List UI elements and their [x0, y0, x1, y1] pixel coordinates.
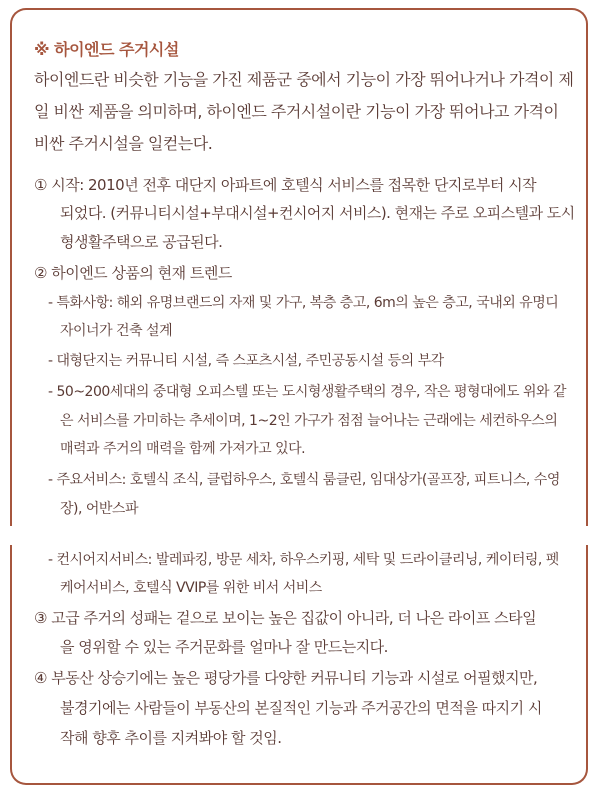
item-3-line: 을 영위할 수 있는 주거문화를 얼마나 잘 만드는지다.	[60, 638, 388, 656]
item-2-heading: ② 하이엔드 상품의 현재 트렌드	[34, 264, 232, 282]
trend-line: 자이너가 건축 설계	[60, 323, 173, 339]
trend-line: 매력과 주거의 매력을 함께 가져가고 있다.	[60, 441, 306, 457]
trend-line: - 특화사항: 해외 유명브랜드의 자재 및 가구, 복층 층고, 6m의 높은 층고, 국내외 유명디	[48, 295, 559, 311]
intro-line: 비싼 주거시설을 일컫는다.	[34, 134, 213, 153]
trend-line: 은 서비스를 가미하는 추세이며, 1~2인 가구가 점점 늘어나는 근래에는 세컨하우스의	[60, 413, 558, 429]
trend-line: 케어서비스, 호텔식 VVIP를 위한 비서 서비스	[60, 580, 322, 596]
trend-line: - 컨시어지서비스: 발레파킹, 방문 세차, 하우스키핑, 세탁 및 드라이클리닝, 케이터링, 펫	[48, 552, 559, 568]
trend-line: 장), 어반스파	[60, 501, 138, 517]
trend-line: - 50~200세대의 중대형 오피스텔 또는 도시형생활주택의 경우, 작은 평형대에도 위와 같	[48, 384, 567, 400]
trend-line: - 주요서비스: 호텔식 조식, 클럽하우스, 호텔식 룸클린, 임대상가(골프장, 피트니스, 수영	[48, 472, 560, 488]
item-3-line: ③ 고급 주거의 성패는 겉으로 보이는 높은 집값이 아니라, 더 나은 라이프 스타일	[34, 609, 537, 627]
item-1-line: 형생활주택으로 공급된다.	[60, 233, 223, 251]
item-4-line: ④ 부동산 상승기에는 높은 평당가를 다양한 커뮤니티 기능과 시설로 어필했지만,	[34, 669, 538, 687]
item-4-line: 불경기에는 사람들이 부동산의 본질적인 기능과 주거공간의 면적을 따지기 시	[60, 699, 542, 717]
section-title: ※ 하이엔드 주거시설	[34, 40, 179, 59]
intro-line: 일 비싼 제품을 의미하며, 하이엔드 주거시설이란 기능이 가장 뛰어나고 가격이	[34, 102, 559, 121]
item-1-line: ① 시작: 2010년 전후 대단지 아파트에 호텔식 서비스를 접목한 단지로부터 시작	[34, 176, 537, 194]
trend-line: - 대형단지는 커뮤니티 시설, 즉 스포츠시설, 주민공동시설 등의 부각	[48, 353, 444, 369]
item-1-line: 되었다. (커뮤니티시설+부대시설+컨시어지 서비스). 현재는 주로 오피스텔과 도시	[60, 204, 575, 222]
item-4-line: 작해 향후 추이를 지켜봐야 할 것임.	[60, 729, 282, 747]
intro-line: 하이엔드란 비슷한 기능을 가진 제품군 중에서 기능이 가장 뛰어나거나 가격이 제	[34, 70, 574, 89]
